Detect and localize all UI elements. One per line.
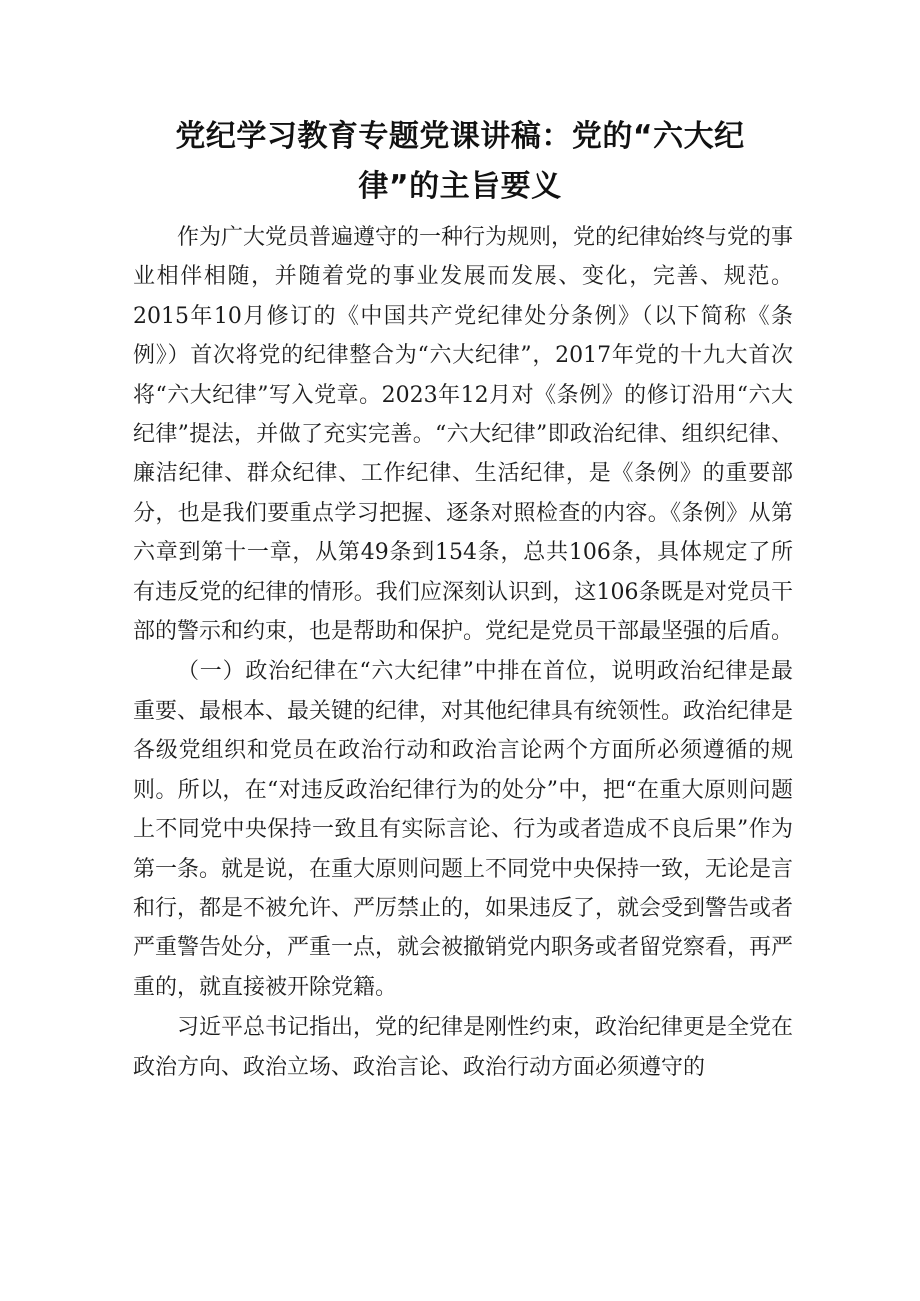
document-title: [140, 112, 780, 212]
paragraph-xi-quote: 习近平总书记指出，党的纪律是刚性约束，政治纪律更是全党在政治方向、政治立场、政治言论、政治行动方面必须遵守的: [133, 1015, 794, 1080]
paragraph-intro: 作为广大党员普遍遵守的一种行为规则，党的纪律始终与党的事业相伴相随，并随着党的事业发展而发展、变化，完善、规范。2015年10月修订的《中国共产党纪律处分条例》（以下简称《条例》）首次将党的纪律整合为“六大纪律”，2017年党的十九大首次将“六大纪律”写入党章。2023年12月对《条例》的修订沿用“六大纪律”提法，并做了充实完善。“六大纪律”即政治纪律、组织纪律、廉洁纪律、群众纪律、工作纪律、生活纪律，是《条例》的重要部分，也是我们要重点学习把握、逐条对照检查的内容。《条例》从第六章到第十一章，从第49条到154条，总共106条，具体规定了所有违反党的纪律的情形。我们应深刻认识到，这106条既是对党员干部的警示和约束，也是帮助和保护。党纪是党员干部最坚强的后盾。: [133, 225, 794, 645]
document-body: [133, 218, 793, 1087]
title-line-2: 律”的主旨要义: [358, 169, 562, 204]
title-line-1: 党纪学习教育专题党课讲稿：党的“六大纪: [175, 119, 745, 154]
paragraph-political-discipline: （一）政治纪律在“六大纪律”中排在首位，说明政治纪律是最重要、最根本、最关键的纪律，对其他纪律具有统领性。政治纪律是各级党组织和党员在政治行动和政治言论两个方面所必须遵循的规则。所以，在“对违反政治纪律行为的处分”中，把“在重大原则问题上不同党中央保持一致且有实际言论、行为或者造成不良后果”作为第一条。就是说，在重大原则问题上不同党中央保持一致，无论是言和行，都是不被允许、严厉禁止的，如果违反了，就会受到警告或者严重警告处分，严重一点，就会被撤销党内职务或者留党察看，再严重的，就直接被开除党籍。: [133, 659, 794, 1000]
